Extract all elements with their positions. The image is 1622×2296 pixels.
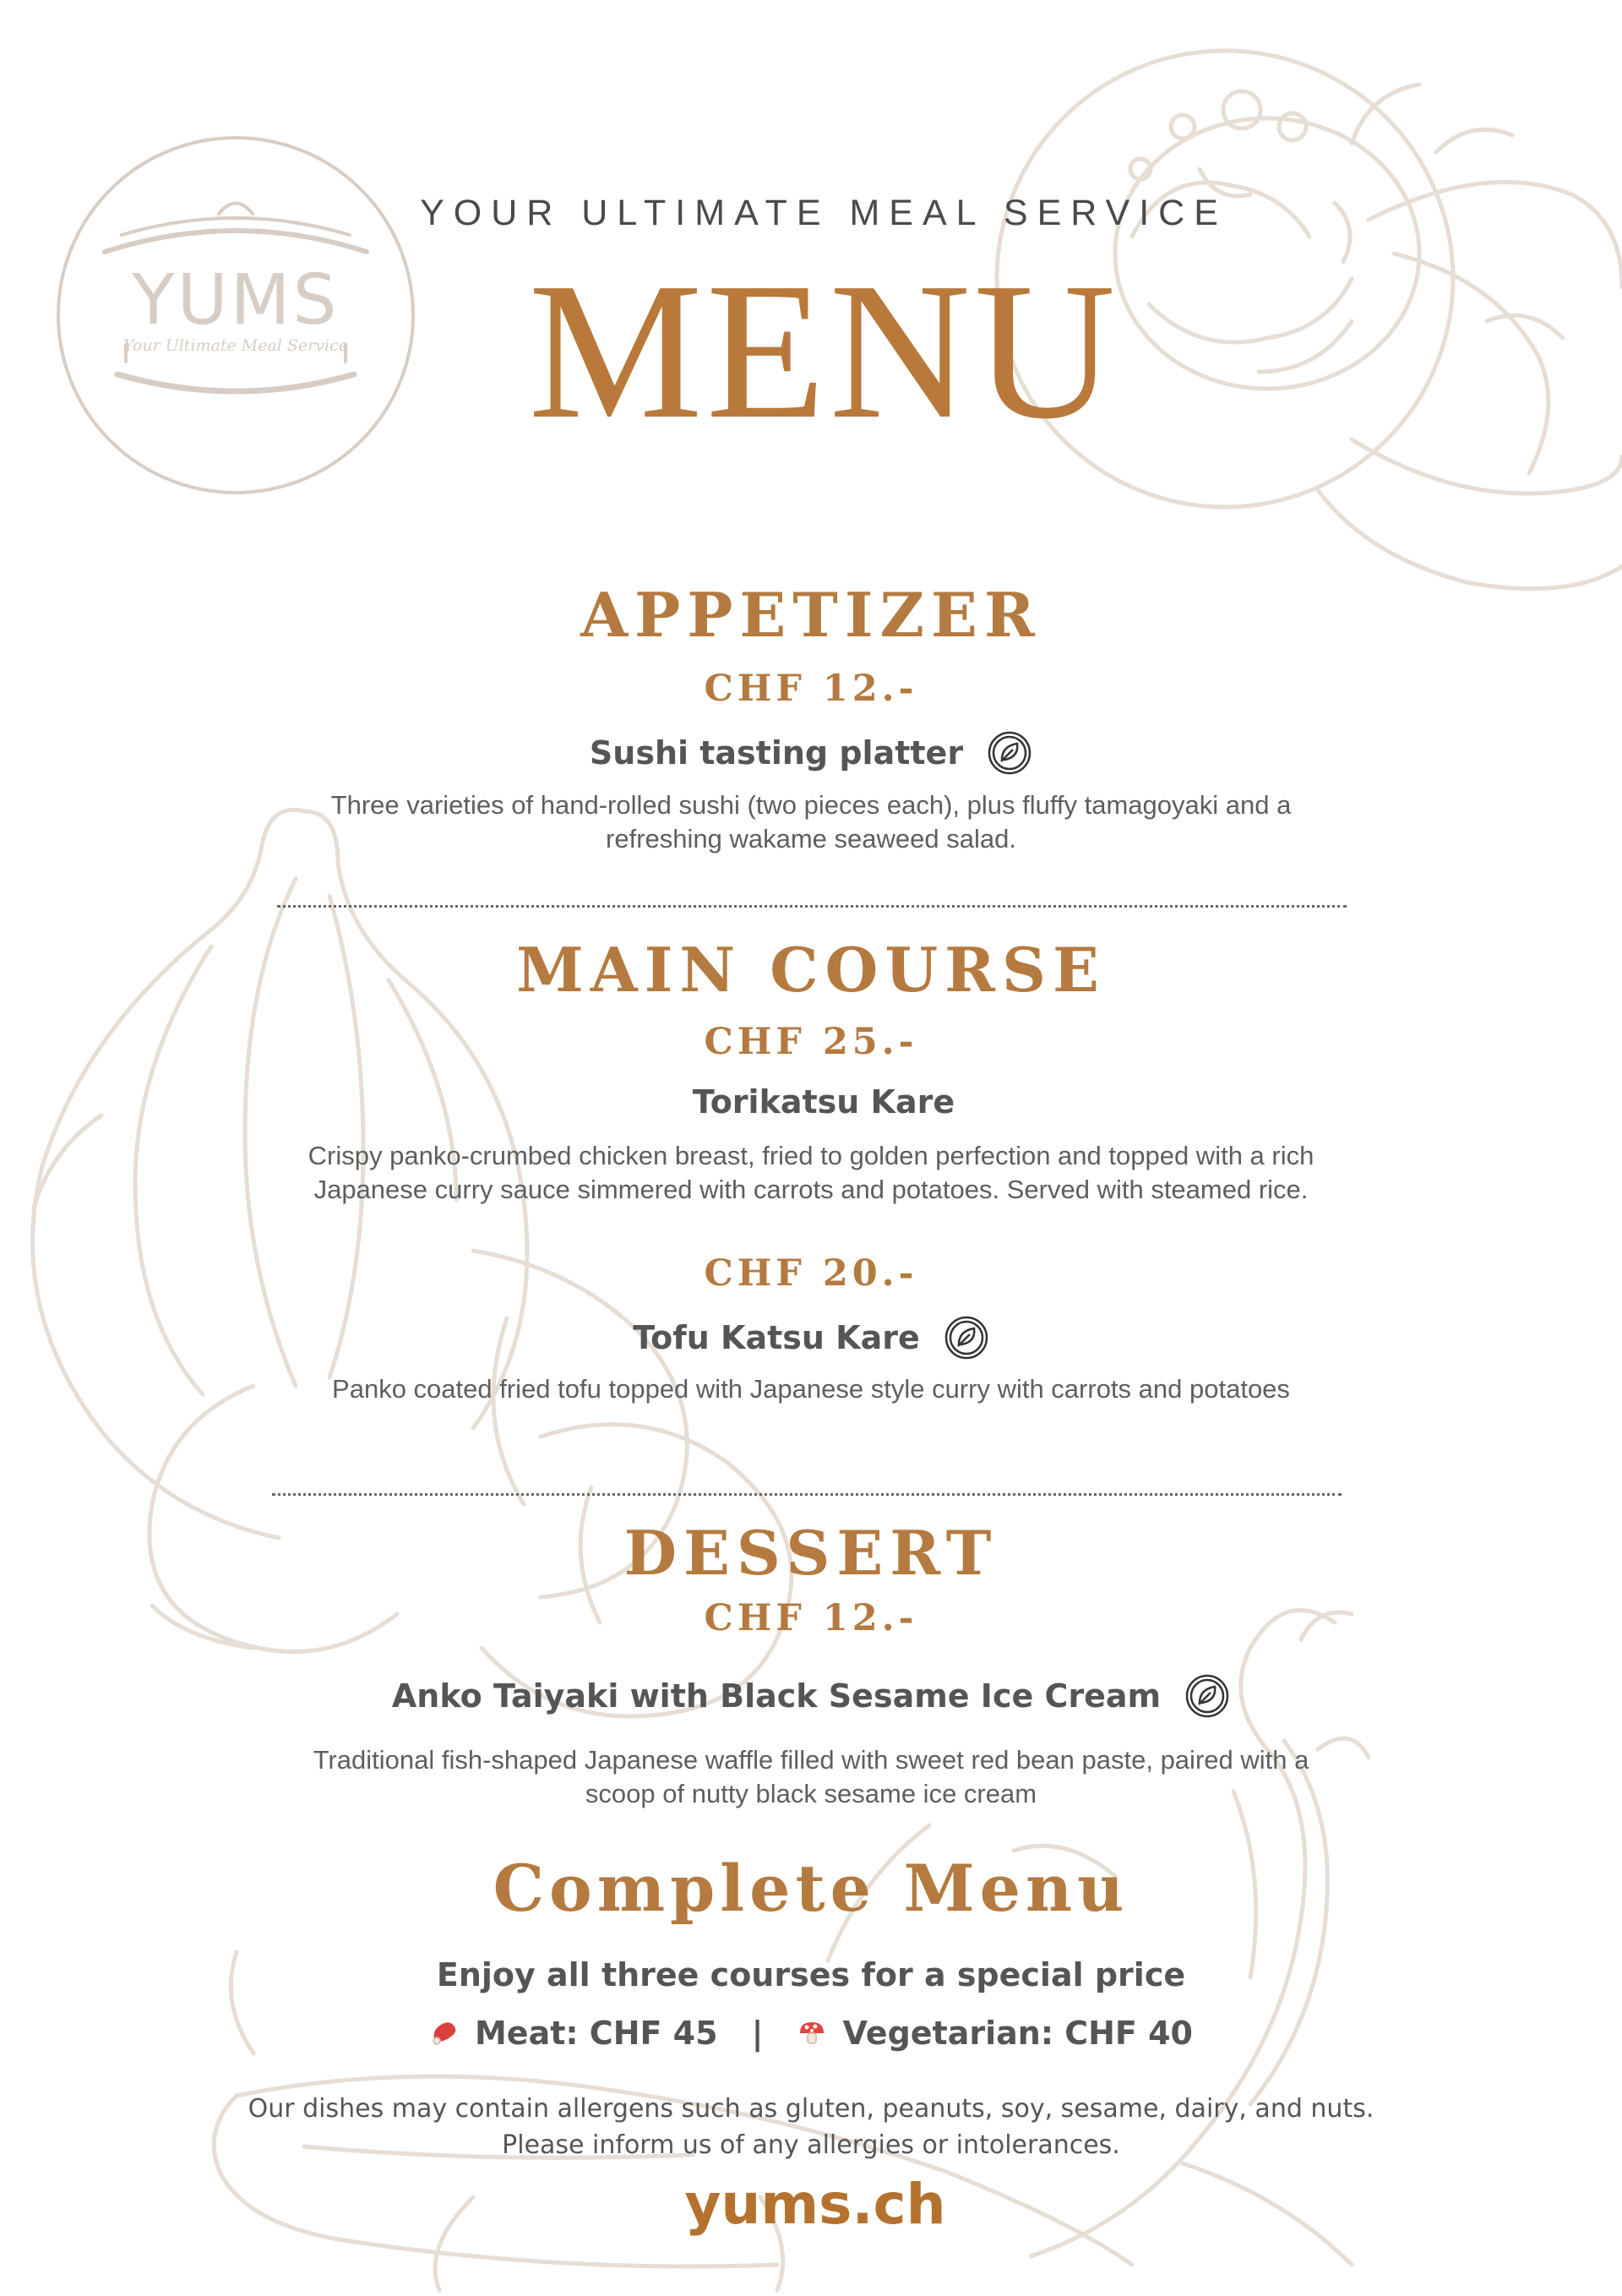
logo-text: YUMS: [132, 260, 340, 341]
meat-price: Meat: CHF 45: [474, 2015, 718, 2052]
dessert-title: DESSERT: [623, 1517, 999, 1589]
appetizer-description-line-1: Three varieties of hand-rolled sushi (two pieces each), plus fluffy tamagoyaki and a: [330, 790, 1292, 820]
leaf-badge-icon: [1184, 1673, 1230, 1719]
dessert-price: CHF 12.-: [704, 1597, 918, 1639]
main-course-price-2: CHF 20.-: [704, 1252, 918, 1295]
tagline: YOUR ULTIMATE MEAL SERVICE: [420, 193, 1227, 233]
section-divider: [277, 905, 1347, 908]
dessert-dish-name: Anko Taiyaki with Black Sesame Ice Cream: [391, 1677, 1162, 1715]
appetizer-dish-name: Sushi tasting platter: [589, 734, 964, 772]
leaf-badge-icon: [987, 730, 1032, 776]
website-link[interactable]: yums.ch: [684, 2172, 946, 2237]
main-course-dish-2-row: [0, 1315, 1622, 1361]
main-course-dish-1-description-line-2: Japanese curry sauce simmered with carrots and potatoes. Served with steamed rice.: [313, 1175, 1309, 1204]
dessert-description-line-2: scoop of nutty black sesame ice cream: [585, 1779, 1037, 1808]
section-divider: [272, 1493, 1342, 1496]
allergen-notice-line-1: Our dishes may contain allergens such as gluten, peanuts, soy, sesame, dairy, and nuts.: [248, 2094, 1374, 2124]
dessert-description-line-1: Traditional fish-shaped Japanese waffle filled with sweet red bean paste, paired with a: [313, 1745, 1309, 1775]
dessert-dish-row: [0, 1673, 1622, 1719]
main-course-price-1: CHF 25.-: [704, 1021, 918, 1063]
vegetarian-price: Vegetarian: CHF 40: [842, 2015, 1193, 2052]
main-course-dish-2-description: Panko coated fried tofu topped with Japanese style curry with carrots and potatoes: [332, 1374, 1290, 1404]
main-course-dish-2: Tofu Katsu Kare: [633, 1319, 920, 1356]
page-title: MENU: [528, 243, 1119, 460]
main-course-dish-1-description-line-1: Crispy panko-crumbed chicken breast, fried to golden perfection and topped with a rich: [308, 1141, 1314, 1170]
leaf-badge-icon: [944, 1315, 989, 1361]
allergen-notice-line-2: Please inform us of any allergies or intolerances.: [502, 2130, 1120, 2160]
main-course-dish-1: Torikatsu Kare: [692, 1083, 955, 1121]
main-course-title: MAIN COURSE: [516, 934, 1106, 1006]
mushroom-emoji-icon: [797, 2018, 827, 2048]
appetizer-description-line-2: refreshing wakame seaweed salad.: [606, 824, 1016, 854]
complete-menu-title: Complete Menu: [493, 1851, 1129, 1926]
appetizer-dish-row: [0, 730, 1622, 776]
logo-subtitle: Your Ultimate Meal Service: [123, 336, 348, 355]
meat-emoji-icon: [429, 2018, 460, 2048]
appetizer-price: CHF 12.-: [704, 668, 918, 710]
appetizer-title: APPETIZER: [580, 579, 1042, 651]
complete-menu-subtitle: Enjoy all three courses for a special price: [436, 1956, 1186, 1993]
complete-menu-prices: [0, 2015, 1622, 2052]
price-separator: |: [751, 2015, 764, 2052]
